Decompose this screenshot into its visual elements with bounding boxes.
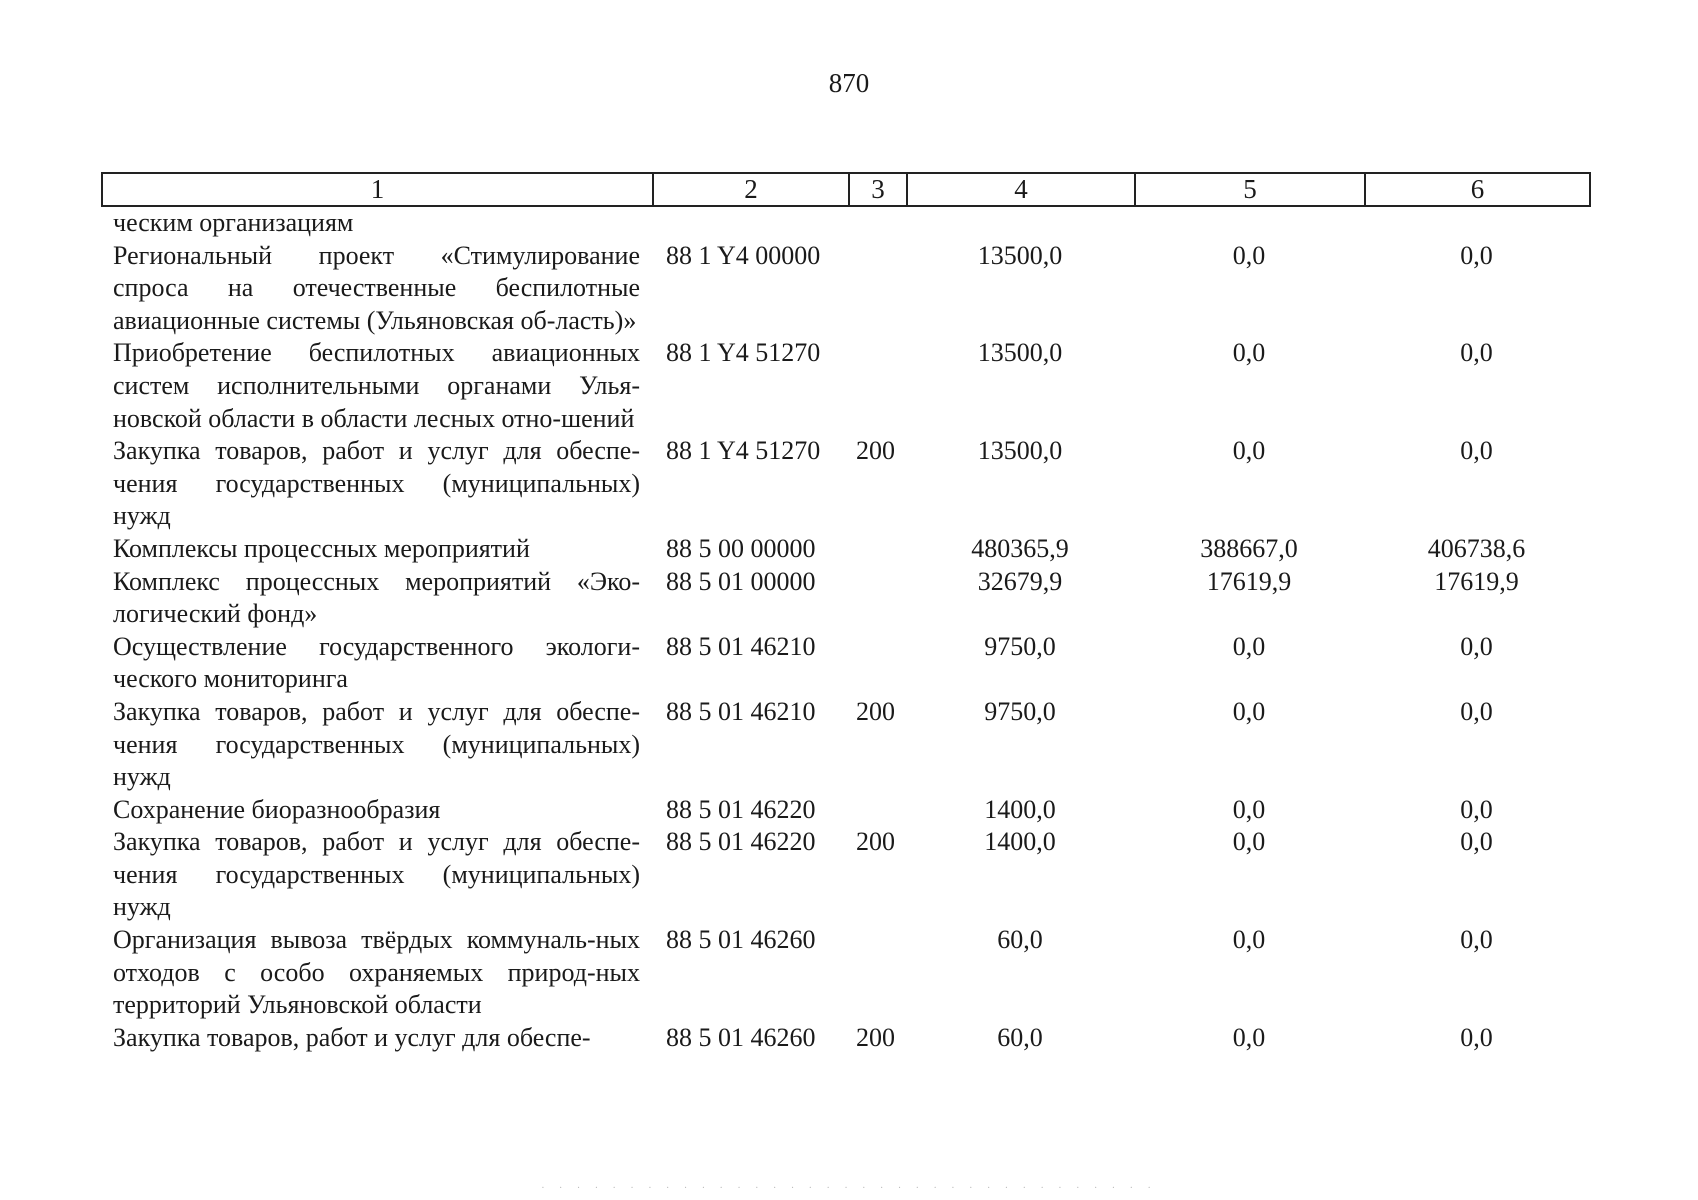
amount-col4-cell: 32679,9 <box>977 566 1063 596</box>
expense-type-cell: 200 <box>856 436 895 466</box>
table-row <box>101 240 1589 338</box>
amount-col4-cell: 13500,0 <box>977 338 1063 368</box>
table-row <box>101 794 1589 827</box>
expense-type-cell: 200 <box>856 827 895 857</box>
amount-col6-cell: 0,0 <box>1460 631 1493 661</box>
budget-table <box>101 207 1589 1054</box>
target-code-cell: 88 5 01 46260 <box>666 1022 816 1052</box>
row-name-cell: Закупка товаров, работ и услуг для обеспе-чения государственных (муниципальных) нужд <box>113 827 640 922</box>
column-header: 3 <box>849 173 907 206</box>
row-name-cell: Региональный проект «Стимулирование спроса на отечественные беспилотные авиационные системы (Ульяновская об-ласть)» <box>113 240 640 335</box>
amount-col5-cell: 0,0 <box>1232 436 1266 466</box>
target-code-cell: 88 5 01 46210 <box>666 631 816 661</box>
table-row <box>101 826 1589 924</box>
target-code-cell <box>652 207 848 240</box>
table-row <box>101 924 1589 1022</box>
target-code-cell: 88 1 Y4 51270 <box>666 436 821 466</box>
expense-type-cell <box>848 207 906 240</box>
expense-type-cell <box>848 566 906 631</box>
expense-type-cell: 200 <box>856 1022 895 1052</box>
amount-col5-cell: 0,0 <box>1232 794 1266 824</box>
amount-col5-cell: 0,0 <box>1232 827 1266 857</box>
amount-col5-cell: 0,0 <box>1232 696 1266 726</box>
row-name-cell: ческим организациям <box>113 208 354 237</box>
amount-col4-cell: 13500,0 <box>977 240 1063 270</box>
amount-col6-cell <box>1364 207 1589 240</box>
amount-col4-cell <box>906 207 1134 240</box>
page-number: 870 <box>828 68 870 98</box>
amount-col6-cell: 0,0 <box>1460 338 1493 368</box>
expense-type-cell <box>848 240 906 338</box>
amount-col6-cell: 0,0 <box>1460 436 1493 466</box>
row-name-cell: Осуществление государственного экологи-ческого мониторинга <box>113 631 640 694</box>
table-row <box>101 337 1589 435</box>
table-row <box>101 435 1589 533</box>
table-body <box>101 207 1589 1054</box>
amount-col4-cell: 60,0 <box>997 925 1043 955</box>
target-code-cell: 88 1 Y4 00000 <box>666 240 821 270</box>
table-row <box>101 566 1589 631</box>
column-header: 1 <box>102 173 653 206</box>
scan-dots: · · · · · · · · · · · · · · · · · · · · · · · · · · · · · · · · · · · <box>541 1183 1157 1194</box>
column-header: 5 <box>1135 173 1365 206</box>
row-name-cell: Закупка товаров, работ и услуг для обеспе-чения государственных (муниципальных) нужд <box>113 436 640 531</box>
target-code-cell: 88 5 01 46220 <box>666 827 816 857</box>
amount-col4-cell: 9750,0 <box>984 696 1056 726</box>
amount-col5-cell: 0,0 <box>1232 240 1266 270</box>
row-name-cell: Комплекс процессных мероприятий «Эко-логический фонд» <box>113 566 640 629</box>
expense-type-cell <box>848 924 906 1022</box>
target-code-cell: 88 5 00 00000 <box>666 533 816 563</box>
row-name-cell: Организация вывоза твёрдых коммуналь-ных отходов с особо охраняемых природ-ных территорий Ульяновской области <box>113 925 640 1020</box>
row-name-cell: Сохранение биоразнообразия <box>113 794 441 824</box>
row-name-cell: Комплексы процессных мероприятий <box>113 533 530 563</box>
column-header-row <box>102 173 1590 206</box>
expense-type-cell: 200 <box>856 696 895 726</box>
amount-col5-cell: 17619,9 <box>1206 566 1292 596</box>
amount-col6-cell: 0,0 <box>1460 827 1493 857</box>
table-row <box>101 1022 1589 1055</box>
column-header: 4 <box>907 173 1135 206</box>
expense-type-cell <box>848 631 906 696</box>
amount-col4-cell: 1400,0 <box>984 794 1056 824</box>
amount-col6-cell: 0,0 <box>1460 925 1493 955</box>
column-header: 6 <box>1365 173 1590 206</box>
target-code-cell: 88 1 Y4 51270 <box>666 338 821 368</box>
row-name-cell: Приобретение беспилотных авиационных систем исполнительными органами Улья-новской области в области лесных отно-шений <box>113 338 640 433</box>
expense-type-cell <box>848 533 906 566</box>
row-name-cell: Закупка товаров, работ и услуг для обеспе- <box>113 1022 591 1052</box>
amount-col4-cell: 1400,0 <box>984 827 1056 857</box>
expense-type-cell <box>848 794 906 827</box>
table-row <box>101 533 1589 566</box>
amount-col6-cell: 0,0 <box>1460 696 1493 726</box>
amount-col5-cell: 0,0 <box>1232 1022 1266 1052</box>
amount-col6-cell: 406738,6 <box>1427 533 1526 563</box>
amount-col6-cell: 0,0 <box>1460 794 1493 824</box>
amount-col4-cell: 13500,0 <box>977 436 1063 466</box>
amount-col5-cell: 0,0 <box>1232 925 1266 955</box>
amount-col6-cell: 17619,9 <box>1434 566 1519 596</box>
amount-col6-cell: 0,0 <box>1460 1022 1493 1052</box>
amount-col4-cell: 480365,9 <box>971 533 1069 563</box>
amount-col4-cell: 9750,0 <box>984 631 1056 661</box>
column-header-table <box>101 172 1591 207</box>
amount-col5-cell: 0,0 <box>1232 338 1266 368</box>
table-row <box>101 631 1589 696</box>
target-code-cell: 88 5 01 46210 <box>666 696 816 726</box>
target-code-cell: 88 5 01 46220 <box>666 794 816 824</box>
amount-col5-cell: 388667,0 <box>1200 533 1298 563</box>
target-code-cell: 88 5 01 00000 <box>666 566 816 596</box>
amount-col4-cell: 60,0 <box>997 1022 1043 1052</box>
table-row <box>101 207 1589 240</box>
amount-col5-cell <box>1134 207 1364 240</box>
amount-col6-cell: 0,0 <box>1460 240 1493 270</box>
table-row <box>101 696 1589 794</box>
row-name-cell: Закупка товаров, работ и услуг для обеспе-чения государственных (муниципальных) нужд <box>113 696 640 792</box>
target-code-cell: 88 5 01 46260 <box>666 925 816 955</box>
expense-type-cell <box>848 337 906 435</box>
amount-col5-cell: 0,0 <box>1232 631 1266 661</box>
column-header: 2 <box>653 173 849 206</box>
